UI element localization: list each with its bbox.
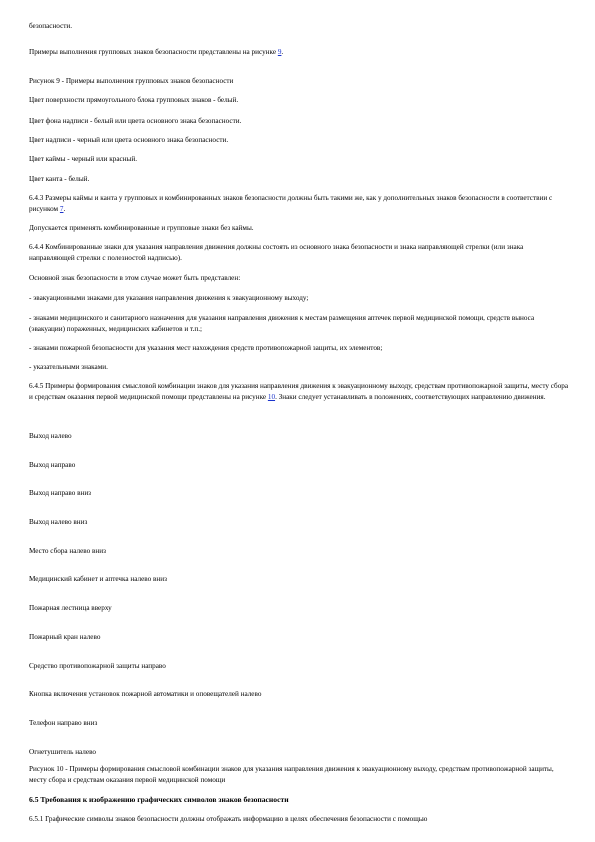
- paragraph: [29, 381, 569, 402]
- figure-item-label: Выход налево вниз: [29, 518, 88, 527]
- paragraph-text-after: .: [281, 48, 284, 57]
- paragraph-text-after: . Знаки следует устанавливать в положениях, соответствующих направлению движения.: [275, 392, 546, 401]
- figure-item-label: Кнопка включения установок пожарной автоматики и оповещателей налево: [29, 690, 262, 699]
- figure-item-label: Телефон направо вниз: [29, 719, 98, 728]
- paragraph: Цвет поверхности прямоугольного блока групповых знаков - белый.: [29, 96, 239, 105]
- figure-item-label: Средство противопожарной защиты направо: [29, 662, 166, 671]
- paragraph: 6.5.1 Графические символы знаков безопасности должны отображать информацию в целях обеспечения безопасности с помощью: [29, 815, 428, 824]
- figure-item-label: Выход налево: [29, 432, 72, 441]
- paragraph-text: Примеры выполнения групповых знаков безопасности представлены на рисунке: [29, 48, 278, 57]
- paragraph: [29, 193, 569, 214]
- figure-item-label: Выход направо вниз: [29, 489, 92, 498]
- list-item: - знаками пожарной безопасности для указания мест нахождения средств противопожарной защиты, их элементов;: [29, 344, 383, 353]
- section-heading: 6.5 Требования к изображению графических символов знаков безопасности: [29, 794, 289, 804]
- list-item: - указательными знаками.: [29, 363, 108, 372]
- paragraph: Основной знак безопасности в этом случае может быть представлен:: [29, 274, 241, 283]
- paragraph-text: 6.4.3 Размеры каймы и канта у групповых и комбинированных знаков безопасности должны быть такими же, как у дополнительных знаков безопасности в соответствии с рисунком: [29, 194, 553, 213]
- list-item: - знаками медицинского и санитарного назначения для указания направления движения к местам размещения аптечек первой медицинской помощи, средств выноса (эвакуации) пораженных, медицинских кабинетов и т.п.;: [29, 314, 535, 333]
- figure-link[interactable]: 9: [277, 48, 282, 57]
- figure-caption: Рисунок 10 - Примеры формирования смысловой комбинации знаков для указания направления движения к эвакуационному выходу, средствам противопожарной защиты, месту сбора и средствам оказания первой медицинской помощи: [29, 765, 554, 784]
- figure-item-label: Выход направо: [29, 461, 76, 470]
- paragraph: Цвет фона надписи - белый или цвета основного знака безопасности.: [29, 117, 242, 126]
- figure-caption: Рисунок 9 - Примеры выполнения групповых знаков безопасности: [29, 77, 234, 86]
- figure-item-label: Медицинский кабинет и аптечка налево вниз: [29, 575, 167, 584]
- paragraph: [29, 47, 569, 58]
- figure-item-label: Пожарная лестница вверху: [29, 604, 112, 613]
- paragraph-text-after: .: [63, 204, 66, 213]
- paragraph: Цвет надписи - черный или цвета основного знака безопасности.: [29, 136, 229, 145]
- paragraph: Допускается применять комбинированные и групповые знаки без каймы.: [29, 224, 254, 233]
- figure-item-label: Пожарный кран налево: [29, 633, 101, 642]
- figure-item-label: Место сбора налево вниз: [29, 547, 106, 556]
- paragraph: Цвет канта - белый.: [29, 175, 90, 184]
- paragraph-text: 6.4.5 Примеры формирования смысловой комбинации знаков для указания направления движения к эвакуационному выходу, средствам противопожарной защиты, месту сбора и средствам оказания первой медицинской помощи представлены на рисунке: [29, 382, 569, 401]
- paragraph: безопасности.: [29, 22, 73, 31]
- paragraph: Цвет каймы - черный или красный.: [29, 155, 138, 164]
- list-item: - эвакуационными знаками для указания направления движения к эвакуационному выходу;: [29, 294, 309, 303]
- paragraph: 6.4.4 Комбинированные знаки для указания направления движения должны состоять из основного знака безопасности и знака направляющей стрелки (или знака направляющей стрелки с полезностой надписью).: [29, 243, 524, 262]
- figure-link[interactable]: 10: [267, 392, 276, 401]
- figure-item-label: Огнетушитель налево: [29, 748, 97, 757]
- figure-link[interactable]: 7: [59, 204, 64, 213]
